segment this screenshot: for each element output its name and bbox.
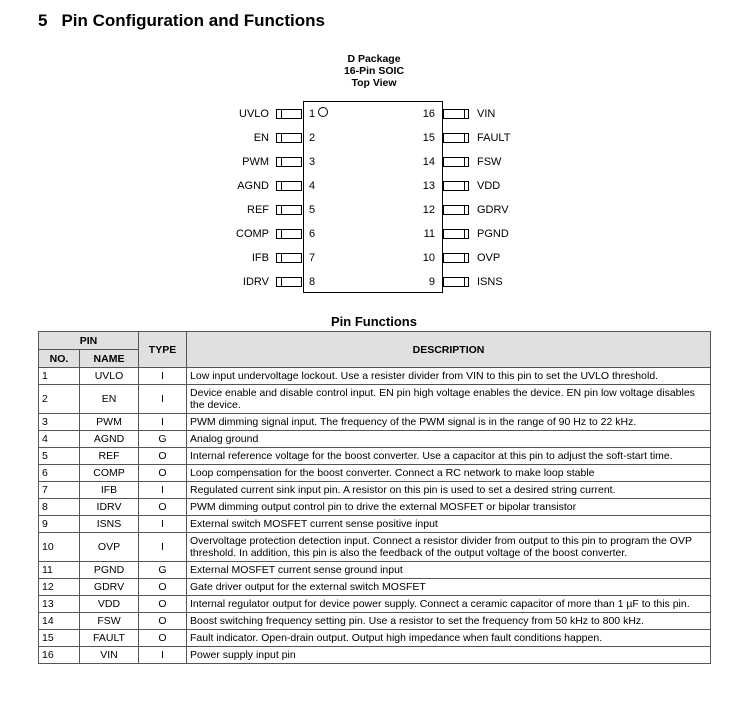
pin-number: 14 <box>422 156 435 168</box>
pin-lead <box>443 277 469 287</box>
table-row <box>39 516 711 533</box>
section-title <box>38 11 325 31</box>
pin-lead <box>276 253 302 263</box>
pin-lead <box>276 229 302 239</box>
cell-type: O <box>139 499 187 516</box>
cell-no: 6 <box>39 465 80 482</box>
pin-lead <box>276 277 302 287</box>
cell-name: VIN <box>80 647 139 664</box>
pin-number: 6 <box>309 228 316 240</box>
chip-body <box>303 101 443 293</box>
cell-description: Fault indicator. Open-drain output. Output high impedance when fault conditions happen. <box>187 630 711 647</box>
pin-name: FSW <box>477 156 502 168</box>
cell-no: 13 <box>39 596 80 613</box>
pin-number: 7 <box>309 252 316 264</box>
pin1-marker-icon <box>318 107 328 117</box>
pin-name: VIN <box>477 108 496 120</box>
pin-lead <box>443 205 469 215</box>
cell-description: Analog ground <box>187 431 711 448</box>
cell-name: FSW <box>80 613 139 630</box>
cell-no: 10 <box>39 533 80 562</box>
cell-description: External switch MOSFET current sense positive input <box>187 516 711 533</box>
pin-lead <box>443 181 469 191</box>
pin-4 <box>224 180 303 192</box>
table-row <box>39 448 711 465</box>
cell-no: 1 <box>39 368 80 385</box>
pin-name: COMP <box>236 228 269 240</box>
cell-type: I <box>139 368 187 385</box>
header-pin: PIN <box>39 332 139 350</box>
cell-no: 12 <box>39 579 80 596</box>
pin-lead <box>276 181 302 191</box>
table-row <box>39 647 711 664</box>
cell-name: UVLO <box>80 368 139 385</box>
cell-no: 8 <box>39 499 80 516</box>
cell-name: AGND <box>80 431 139 448</box>
pin-lead <box>276 109 302 119</box>
pin-number: 2 <box>309 132 316 144</box>
section-number: 5 <box>38 11 48 30</box>
pin-lead <box>443 229 469 239</box>
cell-name: OVP <box>80 533 139 562</box>
pin-6 <box>224 228 303 240</box>
cell-no: 9 <box>39 516 80 533</box>
pin-number: 4 <box>309 180 316 192</box>
table-row <box>39 579 711 596</box>
pin-name: IDRV <box>242 276 269 288</box>
pin-1 <box>224 108 303 120</box>
section-title-text: Pin Configuration and Functions <box>61 11 325 30</box>
package-header <box>324 53 424 89</box>
pin-10 <box>443 252 543 264</box>
pin-number: 1 <box>309 108 316 120</box>
cell-type: I <box>139 533 187 562</box>
pin-number: 13 <box>422 180 435 192</box>
pin-name: FAULT <box>477 132 511 144</box>
pin-7 <box>224 252 303 264</box>
pin-12 <box>443 204 543 216</box>
cell-no: 7 <box>39 482 80 499</box>
pin-name: GDRV <box>477 204 509 216</box>
pin-name: PGND <box>477 228 509 240</box>
pin-number: 3 <box>309 156 316 168</box>
cell-name: REF <box>80 448 139 465</box>
table-title: Pin Functions <box>331 314 417 329</box>
cell-name: IDRV <box>80 499 139 516</box>
pin-lead <box>443 133 469 143</box>
cell-type: O <box>139 630 187 647</box>
pin-number: 5 <box>309 204 316 216</box>
cell-name: PWM <box>80 414 139 431</box>
cell-type: O <box>139 596 187 613</box>
table-row <box>39 562 711 579</box>
table-row <box>39 533 711 562</box>
cell-type: O <box>139 448 187 465</box>
pin-number: 11 <box>423 228 435 240</box>
cell-type: O <box>139 465 187 482</box>
cell-name: ISNS <box>80 516 139 533</box>
pin-11 <box>443 228 543 240</box>
cell-name: IFB <box>80 482 139 499</box>
cell-name: COMP <box>80 465 139 482</box>
pin-lead <box>276 133 302 143</box>
package-name: D Package <box>347 53 401 65</box>
table-row <box>39 596 711 613</box>
cell-type: G <box>139 562 187 579</box>
cell-no: 3 <box>39 414 80 431</box>
table-row <box>39 385 711 414</box>
package-type: 16-Pin SOIC <box>343 65 405 77</box>
pin-lead <box>276 205 302 215</box>
cell-description: Overvoltage protection detection input. Connect a resistor divider from output to this pin to program the OVP threshold. In addition, this pin is also the feedback of the output voltage of the boost converter. <box>187 533 711 562</box>
cell-no: 2 <box>39 385 80 414</box>
pin-lead <box>443 157 469 167</box>
cell-description: Device enable and disable control input. EN pin high voltage enables the device. EN pin low voltage disables the device. <box>187 385 711 414</box>
cell-no: 4 <box>39 431 80 448</box>
cell-name: VDD <box>80 596 139 613</box>
pin-number: 10 <box>422 252 435 264</box>
cell-description: Gate driver output for the external switch MOSFET <box>187 579 711 596</box>
cell-type: I <box>139 647 187 664</box>
pin-number: 8 <box>309 276 316 288</box>
cell-no: 15 <box>39 630 80 647</box>
pin-name: UVLO <box>239 108 269 120</box>
pin-name: IFB <box>251 252 269 264</box>
pin-name: OVP <box>477 252 501 264</box>
pin-number: 16 <box>422 108 435 120</box>
header-type: TYPE <box>139 332 187 368</box>
cell-type: I <box>139 516 187 533</box>
pin-number: 12 <box>422 204 435 216</box>
cell-no: 11 <box>39 562 80 579</box>
pin-13 <box>443 180 543 192</box>
pin-lead <box>276 157 302 167</box>
pin-3 <box>224 156 303 168</box>
pin-lead <box>443 109 469 119</box>
cell-name: FAULT <box>80 630 139 647</box>
table-body <box>39 368 711 664</box>
cell-name: GDRV <box>80 579 139 596</box>
pin-functions-table <box>38 331 711 664</box>
cell-description: Low input undervoltage lockout. Use a resister divider from VIN to this pin to set the UVLO threshold. <box>187 368 711 385</box>
pin-name: VDD <box>477 180 501 192</box>
cell-name: EN <box>80 385 139 414</box>
cell-description: PWM dimming signal input. The frequency of the PWM signal is in the range of 90 Hz to 22 kHz. <box>187 414 711 431</box>
pin-name: ISNS <box>477 276 503 288</box>
cell-type: I <box>139 385 187 414</box>
pin-16 <box>443 108 543 120</box>
table-row <box>39 482 711 499</box>
cell-description: External MOSFET current sense ground input <box>187 562 711 579</box>
pin-number: 9 <box>428 276 435 288</box>
table-row <box>39 613 711 630</box>
cell-type: O <box>139 579 187 596</box>
table-row <box>39 368 711 385</box>
cell-description: Power supply input pin <box>187 647 711 664</box>
pin-number: 15 <box>422 132 435 144</box>
cell-no: 5 <box>39 448 80 465</box>
pin-name: PWM <box>242 156 269 168</box>
table-row <box>39 414 711 431</box>
pin-15 <box>443 132 543 144</box>
pin-lead <box>443 253 469 263</box>
pin-2 <box>224 132 303 144</box>
header-description: DESCRIPTION <box>187 332 711 368</box>
table-row <box>39 431 711 448</box>
pin-name: EN <box>253 132 269 144</box>
table-row <box>39 499 711 516</box>
cell-type: I <box>139 414 187 431</box>
pin-name: AGND <box>237 180 269 192</box>
pin-5 <box>224 204 303 216</box>
header-name: NAME <box>80 350 139 368</box>
header-no: NO. <box>39 350 80 368</box>
cell-type: I <box>139 482 187 499</box>
cell-description: PWM dimming output control pin to drive the external MOSFET or bipolar transistor <box>187 499 711 516</box>
pin-8 <box>224 276 303 288</box>
cell-name: PGND <box>80 562 139 579</box>
cell-type: G <box>139 431 187 448</box>
cell-description: Loop compensation for the boost converter. Connect a RC network to make loop stable <box>187 465 711 482</box>
table-row <box>39 630 711 647</box>
cell-type: O <box>139 613 187 630</box>
pin-name: REF <box>247 204 269 216</box>
cell-description: Internal reference voltage for the boost converter. Use a capacitor at this pin to adjust the soft-start time. <box>187 448 711 465</box>
cell-no: 16 <box>39 647 80 664</box>
pin-9 <box>443 276 543 288</box>
cell-description: Regulated current sink input pin. A resistor on this pin is used to set a desired string current. <box>187 482 711 499</box>
pin-14 <box>443 156 543 168</box>
package-view: Top View <box>351 77 397 89</box>
cell-description: Internal regulator output for device power supply. Connect a ceramic capacitor of more than 1 µF to this pin. <box>187 596 711 613</box>
table-row <box>39 465 711 482</box>
cell-description: Boost switching frequency setting pin. Use a resistor to set the frequency from 50 kHz to 800 kHz. <box>187 613 711 630</box>
cell-no: 14 <box>39 613 80 630</box>
